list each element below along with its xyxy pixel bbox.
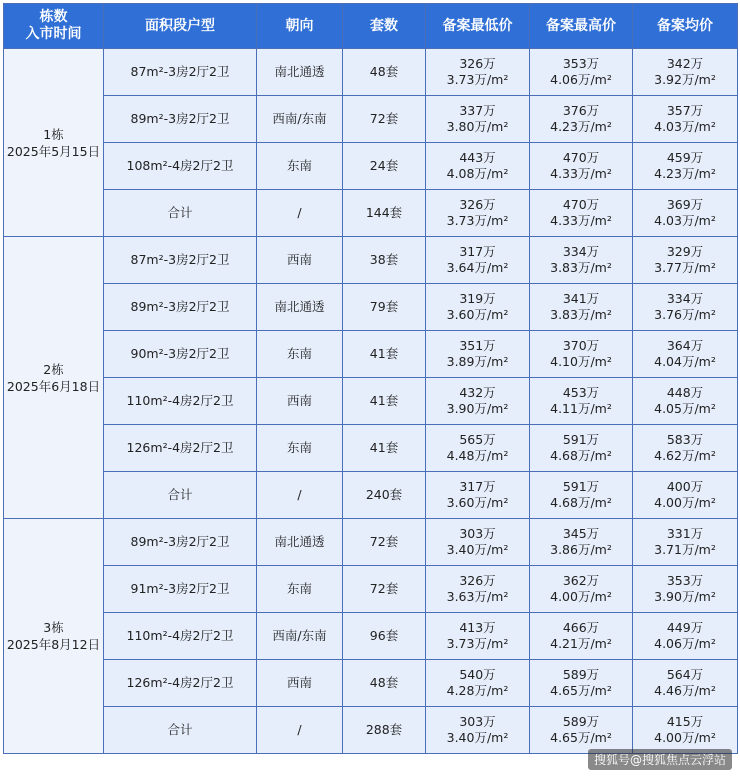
min-price-cell xyxy=(426,237,530,284)
max-unit-price: 4.06万/m² xyxy=(550,72,612,87)
max-unit-price: 4.11万/m² xyxy=(550,401,612,416)
max-total-price: 591万 xyxy=(562,432,600,447)
header-building xyxy=(4,4,104,49)
min-price-cell xyxy=(426,378,530,425)
max-price-cell xyxy=(530,49,633,96)
orientation-cell: 南北通透 xyxy=(257,49,343,96)
type-cell: 89m²-3房2厅2卫 xyxy=(104,284,257,331)
max-price-cell xyxy=(530,378,633,425)
max-price-cell xyxy=(530,331,633,378)
table-row xyxy=(4,284,738,331)
avg-total-price: 364万 xyxy=(666,338,704,353)
units-cell: 72套 xyxy=(343,519,426,566)
min-unit-price: 3.73万/m² xyxy=(446,636,509,651)
avg-total-price: 331万 xyxy=(666,526,704,541)
type-cell: 87m²-3房2厅2卫 xyxy=(104,49,257,96)
min-price-cell xyxy=(426,519,530,566)
building-name: 1栋 xyxy=(43,126,64,142)
avg-unit-price: 4.06万/m² xyxy=(654,636,716,651)
max-total-price: 591万 xyxy=(562,479,600,494)
units-cell: 72套 xyxy=(343,96,426,143)
type-cell: 91m²-3房2厅2卫 xyxy=(104,566,257,613)
orientation-cell: 东南 xyxy=(257,425,343,472)
min-price-cell xyxy=(426,425,530,472)
units-cell: 24套 xyxy=(343,143,426,190)
header-type: 面积段户型 xyxy=(104,4,257,49)
max-unit-price: 4.33万/m² xyxy=(550,213,612,228)
header-min-price: 备案最低价 xyxy=(426,4,530,49)
max-total-price: 470万 xyxy=(562,197,600,212)
type-cell: 合计 xyxy=(104,707,257,754)
table-row xyxy=(4,613,738,660)
orientation-cell: 南北通透 xyxy=(257,284,343,331)
min-total-price: 337万 xyxy=(459,103,496,118)
max-unit-price: 4.00万/m² xyxy=(550,589,612,604)
max-price-cell xyxy=(530,660,633,707)
min-total-price: 319万 xyxy=(459,291,496,306)
max-price-cell xyxy=(530,566,633,613)
type-cell: 87m²-3房2厅2卫 xyxy=(104,237,257,284)
max-unit-price: 4.10万/m² xyxy=(550,354,612,369)
avg-unit-price: 4.46万/m² xyxy=(654,683,716,698)
building-date: 2025年8月12日 xyxy=(6,637,101,652)
max-price-cell xyxy=(530,613,633,660)
min-price-cell xyxy=(426,707,530,754)
max-unit-price: 3.83万/m² xyxy=(550,260,612,275)
type-cell: 89m²-3房2厅2卫 xyxy=(104,96,257,143)
max-price-cell xyxy=(530,237,633,284)
min-total-price: 432万 xyxy=(459,385,496,400)
table-row xyxy=(4,143,738,190)
max-unit-price: 4.33万/m² xyxy=(550,166,612,181)
type-cell: 110m²-4房2厅2卫 xyxy=(104,378,257,425)
min-price-cell xyxy=(426,143,530,190)
avg-price-cell xyxy=(633,378,738,425)
type-cell: 110m²-4房2厅2卫 xyxy=(104,613,257,660)
min-unit-price: 3.90万/m² xyxy=(446,401,509,416)
building-cell xyxy=(4,237,104,519)
max-total-price: 362万 xyxy=(562,573,600,588)
header-building-line2: 入市时间 xyxy=(25,26,82,42)
header-building-line1: 栋数 xyxy=(39,9,68,25)
orientation-cell: / xyxy=(257,472,343,519)
max-unit-price: 4.68万/m² xyxy=(550,495,612,510)
max-total-price: 466万 xyxy=(562,620,600,635)
avg-total-price: 564万 xyxy=(666,667,704,682)
orientation-cell: 东南 xyxy=(257,143,343,190)
units-cell: 48套 xyxy=(343,660,426,707)
min-price-cell xyxy=(426,49,530,96)
min-price-cell xyxy=(426,190,530,237)
max-unit-price: 3.83万/m² xyxy=(550,307,612,322)
total-row xyxy=(4,472,738,519)
avg-unit-price: 3.76万/m² xyxy=(654,307,716,322)
max-total-price: 453万 xyxy=(562,385,600,400)
units-cell: 288套 xyxy=(343,707,426,754)
avg-price-cell xyxy=(633,660,738,707)
min-total-price: 351万 xyxy=(459,338,496,353)
avg-price-cell xyxy=(633,49,738,96)
orientation-cell: 西南 xyxy=(257,237,343,284)
min-total-price: 317万 xyxy=(459,244,496,259)
min-unit-price: 3.73万/m² xyxy=(446,213,509,228)
max-price-cell xyxy=(530,707,633,754)
header-row xyxy=(4,4,738,49)
min-unit-price: 3.60万/m² xyxy=(446,307,509,322)
max-total-price: 370万 xyxy=(562,338,600,353)
table-row xyxy=(4,237,738,284)
total-row xyxy=(4,707,738,754)
units-cell: 38套 xyxy=(343,237,426,284)
avg-unit-price: 3.92万/m² xyxy=(654,72,716,87)
min-unit-price: 3.63万/m² xyxy=(446,589,509,604)
min-total-price: 443万 xyxy=(459,150,496,165)
min-total-price: 326万 xyxy=(459,197,496,212)
building-cell xyxy=(4,49,104,237)
avg-unit-price: 3.71万/m² xyxy=(654,542,716,557)
max-total-price: 470万 xyxy=(562,150,600,165)
building-date: 2025年6月18日 xyxy=(6,378,101,394)
avg-unit-price: 3.90万/m² xyxy=(654,589,716,604)
min-unit-price: 3.64万/m² xyxy=(446,260,509,275)
avg-total-price: 334万 xyxy=(666,291,704,306)
units-cell: 41套 xyxy=(343,331,426,378)
header-max-price: 备案最高价 xyxy=(530,4,633,49)
table-row xyxy=(4,96,738,143)
max-price-cell xyxy=(530,190,633,237)
avg-price-cell xyxy=(633,613,738,660)
max-price-cell xyxy=(530,472,633,519)
orientation-cell: 西南/东南 xyxy=(257,96,343,143)
avg-total-price: 400万 xyxy=(666,479,704,494)
avg-unit-price: 3.77万/m² xyxy=(654,260,716,275)
type-cell: 108m²-4房2厅2卫 xyxy=(104,143,257,190)
avg-total-price: 583万 xyxy=(666,432,704,447)
avg-price-cell xyxy=(633,237,738,284)
avg-total-price: 415万 xyxy=(666,714,704,729)
min-total-price: 326万 xyxy=(459,573,496,588)
min-total-price: 303万 xyxy=(459,714,496,729)
avg-price-cell xyxy=(633,566,738,613)
orientation-cell: 西南/东南 xyxy=(257,613,343,660)
building-name: 3栋 xyxy=(43,620,64,635)
units-cell: 41套 xyxy=(343,425,426,472)
avg-unit-price: 4.23万/m² xyxy=(654,166,716,181)
min-unit-price: 4.28万/m² xyxy=(446,683,509,698)
units-cell: 96套 xyxy=(343,613,426,660)
type-cell: 126m²-4房2厅2卫 xyxy=(104,660,257,707)
avg-total-price: 342万 xyxy=(666,56,704,71)
min-total-price: 303万 xyxy=(459,526,496,541)
table-row xyxy=(4,519,738,566)
max-total-price: 353万 xyxy=(562,56,600,71)
avg-unit-price: 4.03万/m² xyxy=(654,119,716,134)
avg-price-cell xyxy=(633,425,738,472)
avg-price-cell xyxy=(633,331,738,378)
avg-price-cell xyxy=(633,284,738,331)
building-date: 2025年5月15日 xyxy=(6,143,101,159)
avg-total-price: 369万 xyxy=(666,197,704,212)
min-unit-price: 4.08万/m² xyxy=(446,166,509,181)
table-row xyxy=(4,566,738,613)
min-price-cell xyxy=(426,613,530,660)
avg-total-price: 448万 xyxy=(666,385,704,400)
table-row xyxy=(4,331,738,378)
min-price-cell xyxy=(426,284,530,331)
min-unit-price: 4.48万/m² xyxy=(446,448,509,463)
units-cell: 41套 xyxy=(343,378,426,425)
min-unit-price: 3.73万/m² xyxy=(446,72,509,87)
orientation-cell: 东南 xyxy=(257,566,343,613)
avg-price-cell xyxy=(633,519,738,566)
avg-total-price: 353万 xyxy=(666,573,704,588)
min-total-price: 540万 xyxy=(459,667,496,682)
max-unit-price: 4.65万/m² xyxy=(550,683,612,698)
table-row xyxy=(4,425,738,472)
max-total-price: 376万 xyxy=(562,103,600,118)
max-price-cell xyxy=(530,284,633,331)
orientation-cell: 西南 xyxy=(257,378,343,425)
avg-unit-price: 4.00万/m² xyxy=(654,495,716,510)
max-unit-price: 4.21万/m² xyxy=(550,636,612,651)
orientation-cell: 东南 xyxy=(257,331,343,378)
max-total-price: 345万 xyxy=(562,526,600,541)
avg-unit-price: 4.04万/m² xyxy=(654,354,716,369)
max-price-cell xyxy=(530,143,633,190)
min-unit-price: 3.40万/m² xyxy=(446,542,509,557)
max-price-cell xyxy=(530,519,633,566)
min-price-cell xyxy=(426,472,530,519)
units-cell: 72套 xyxy=(343,566,426,613)
max-price-cell xyxy=(530,425,633,472)
table-row xyxy=(4,660,738,707)
avg-price-cell xyxy=(633,143,738,190)
max-unit-price: 4.65万/m² xyxy=(550,730,612,745)
header-orientation: 朝向 xyxy=(257,4,343,49)
avg-total-price: 329万 xyxy=(666,244,704,259)
max-total-price: 589万 xyxy=(562,667,600,682)
type-cell: 89m²-3房2厅2卫 xyxy=(104,519,257,566)
building-name: 2栋 xyxy=(43,361,64,377)
min-price-cell xyxy=(426,566,530,613)
header-units: 套数 xyxy=(343,4,426,49)
total-row xyxy=(4,190,738,237)
type-cell: 90m²-3房2厅2卫 xyxy=(104,331,257,378)
type-cell: 合计 xyxy=(104,190,257,237)
min-total-price: 565万 xyxy=(459,432,496,447)
avg-price-cell xyxy=(633,472,738,519)
avg-price-cell xyxy=(633,96,738,143)
units-cell: 48套 xyxy=(343,49,426,96)
units-cell: 79套 xyxy=(343,284,426,331)
type-cell: 合计 xyxy=(104,472,257,519)
min-unit-price: 3.60万/m² xyxy=(446,495,509,510)
avg-price-cell xyxy=(633,707,738,754)
orientation-cell: / xyxy=(257,707,343,754)
max-unit-price: 4.68万/m² xyxy=(550,448,612,463)
avg-price-cell xyxy=(633,190,738,237)
type-cell: 126m²-4房2厅2卫 xyxy=(104,425,257,472)
max-total-price: 334万 xyxy=(562,244,600,259)
table-row xyxy=(4,49,738,96)
max-total-price: 589万 xyxy=(562,714,600,729)
avg-unit-price: 4.00万/m² xyxy=(654,730,716,745)
orientation-cell: / xyxy=(257,190,343,237)
min-price-cell xyxy=(426,96,530,143)
avg-total-price: 459万 xyxy=(666,150,704,165)
orientation-cell: 西南 xyxy=(257,660,343,707)
avg-unit-price: 4.03万/m² xyxy=(654,213,716,228)
max-unit-price: 3.86万/m² xyxy=(550,542,612,557)
table-row xyxy=(4,378,738,425)
header-avg-price: 备案均价 xyxy=(633,4,738,49)
price-table xyxy=(3,3,738,754)
min-total-price: 413万 xyxy=(459,620,496,635)
avg-total-price: 357万 xyxy=(666,103,704,118)
avg-unit-price: 4.62万/m² xyxy=(654,448,716,463)
orientation-cell: 南北通透 xyxy=(257,519,343,566)
min-price-cell xyxy=(426,660,530,707)
max-total-price: 341万 xyxy=(562,291,600,306)
units-cell: 144套 xyxy=(343,190,426,237)
min-price-cell xyxy=(426,331,530,378)
min-unit-price: 3.40万/m² xyxy=(446,730,509,745)
min-total-price: 326万 xyxy=(459,56,496,71)
source-badge: 搜狐号@搜狐焦点云浮站 xyxy=(588,749,732,770)
min-unit-price: 3.80万/m² xyxy=(446,119,509,134)
building-cell xyxy=(4,519,104,754)
min-total-price: 317万 xyxy=(459,479,496,494)
max-unit-price: 4.23万/m² xyxy=(550,119,612,134)
max-price-cell xyxy=(530,96,633,143)
min-unit-price: 3.89万/m² xyxy=(446,354,509,369)
avg-unit-price: 4.05万/m² xyxy=(654,401,716,416)
avg-total-price: 449万 xyxy=(666,620,704,635)
units-cell: 240套 xyxy=(343,472,426,519)
